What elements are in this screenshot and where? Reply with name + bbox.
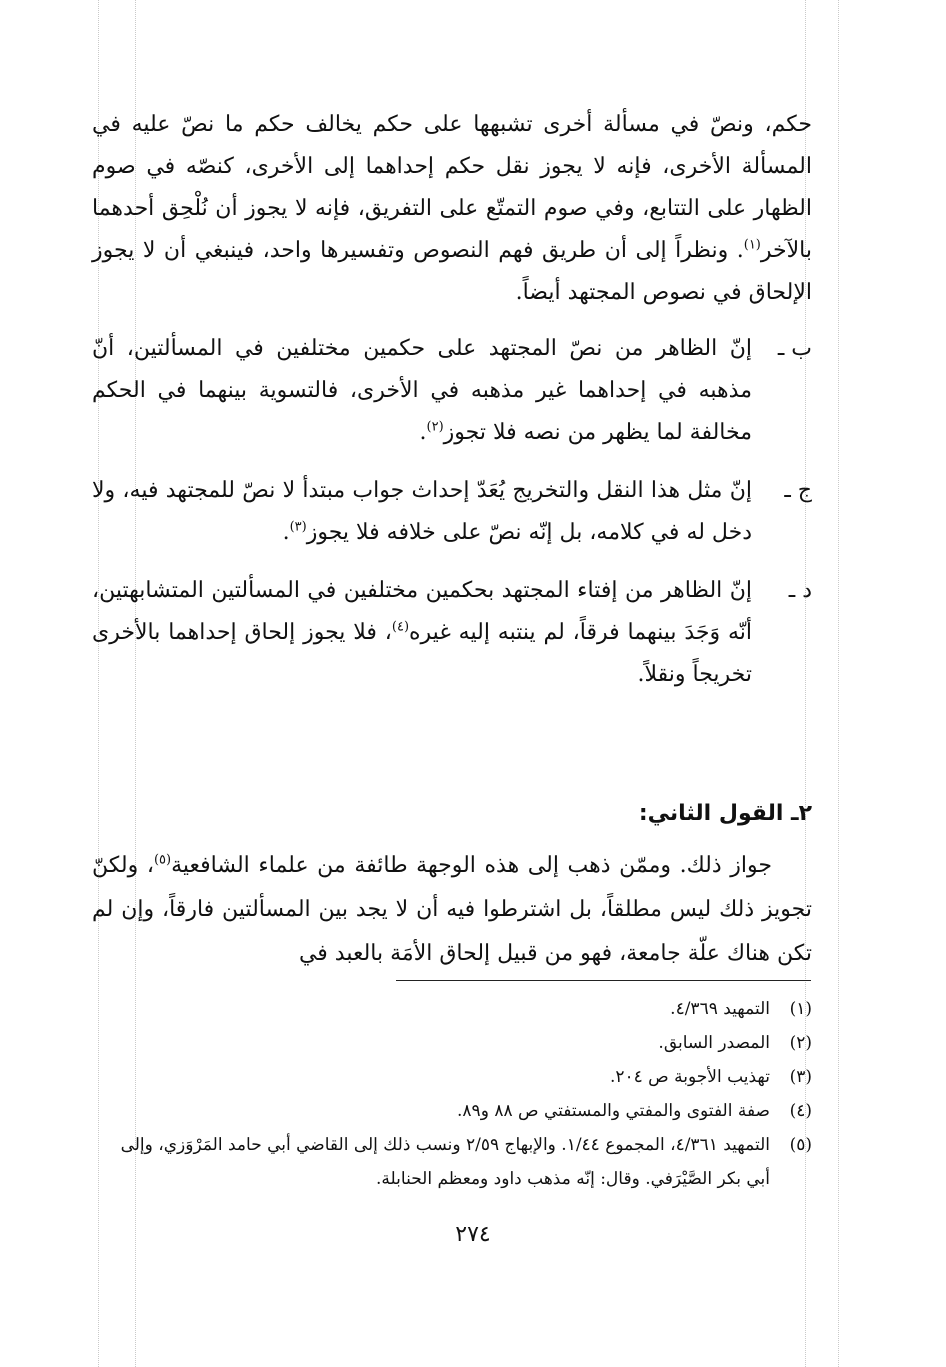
list-item <box>92 470 812 554</box>
footnote-number: (١) <box>789 999 812 1019</box>
footnote-number: (٥) <box>789 1135 812 1155</box>
footnote-item <box>92 1026 812 1060</box>
list-item-text: إنّ الظاهر من نصّ المجتهد على حكمين مختلفين في المسألتين، أنّ مذهبه في إحداهما غير مذهبه في الأخرى، فالتسوية بينهما في الحكم مخالفة لما يظهر من نصه فلا تجوز <box>92 336 752 445</box>
paragraph-text: حكم، ونصّ في مسألة أخرى تشبهها على حكم يخالف حكم ما نصّ عليه في المسألة الأخرى، فإنه لا يجوز نقل حكم إحداهما إلى الأخرى، كنصّه في صوم الظهار على التتابع، وفي صوم التمتّع على التفريق، فإنه لا يجوز أن نُلْحِق أحدهما بالآخر <box>92 112 812 263</box>
paragraph-text: جواز ذلك. وممّن ذهب إلى هذه الوجهة طائفة من علماء الشافعية <box>171 853 772 878</box>
paragraph-continuation <box>92 104 812 314</box>
footnote-number: (٢) <box>789 1033 812 1053</box>
section-heading: ٢ـ القول الثاني: <box>638 801 812 826</box>
paragraph-text: ، ولكنّ تجويز ذلك ليس مطلقاً، بل اشترطوا فيه أن لا يجد بين المسألتين فارقاً، وإن لم تكن هناك علّة جامعة، فهو من قبيل إلحاق الأمَة بالعبد في <box>92 853 812 966</box>
list-marker: د ـ <box>788 578 812 603</box>
list-marker: ج ـ <box>784 478 812 503</box>
footnote-number: (٣) <box>789 1067 812 1087</box>
list-item-text: إنّ الظاهر من إفتاء المجتهد بحكمين مختلفين في المسألتين المتشابهتين، أنّه وَجَدَ بينهما فرقاً، لم ينتبه إليه غيره <box>92 578 752 645</box>
footnote-number: (٤) <box>789 1101 812 1121</box>
list-item <box>92 570 812 696</box>
footnotes <box>92 992 812 1196</box>
footnote-text: التمهيد ٤/٣٦١، المجموع ١/٤٤. والإبهاج ٢/٥٩ ونسب ذلك إلى القاضي أبي حامد المَرْوَزي، وإلى أبي بكر الصَّيْرَفي. وقال: إنّه مذهب داود ومعظم الحنابلة. <box>120 1135 770 1189</box>
footnote-text: التمهيد ٤/٣٦٩. <box>670 999 770 1019</box>
page-body <box>92 104 812 966</box>
footnote-ref[interactable]: (٤) <box>391 619 410 635</box>
list-item <box>92 328 812 454</box>
footnote-ref[interactable]: (٣) <box>289 519 307 535</box>
list-marker: ب ـ <box>777 336 812 361</box>
paragraph-text: . ونظراً إلى أن طريق فهم النصوص وتفسيرها واحد، فينبغي أن لا يجوز الإلحاق في نصوص المجتهد أيضاً. <box>92 238 812 305</box>
list-item-end: ، فلا يجوز إلحاق إحداهما بالأخرى تخريجاً ونقلاً. <box>92 620 752 687</box>
footnote-ref[interactable]: (١) <box>743 237 761 253</box>
page-number: ٢٧٤ <box>455 1222 491 1247</box>
footnote-ref[interactable]: (٢) <box>426 419 444 435</box>
footnote-item <box>92 992 812 1026</box>
list-item-end: . <box>282 520 290 545</box>
footnote-ref[interactable]: (٥) <box>153 852 172 868</box>
footnote-item <box>92 1094 812 1128</box>
margin-guide-right <box>838 0 839 1367</box>
footnote-separator <box>396 980 811 981</box>
footnote-item <box>92 1060 812 1094</box>
footnote-text: المصدر السابق. <box>658 1033 770 1053</box>
footnote-item <box>92 1128 812 1196</box>
footnote-text: صفة الفتوى والمفتي والمستفتي ص ٨٨ و٨٩. <box>457 1101 770 1121</box>
list-item-end: . <box>419 420 427 445</box>
list-item-text: إنّ مثل هذا النقل والتخريج يُعَدّ إحداث جواب مبتدأ لا نصّ للمجتهد فيه، ولا دخل له في كلامه، بل إنّه نصّ على خلافه فلا يجوز <box>92 478 752 545</box>
section-paragraph <box>92 844 812 976</box>
footnote-text: تهذيب الأجوبة ص ٢٠٤. <box>609 1067 770 1087</box>
